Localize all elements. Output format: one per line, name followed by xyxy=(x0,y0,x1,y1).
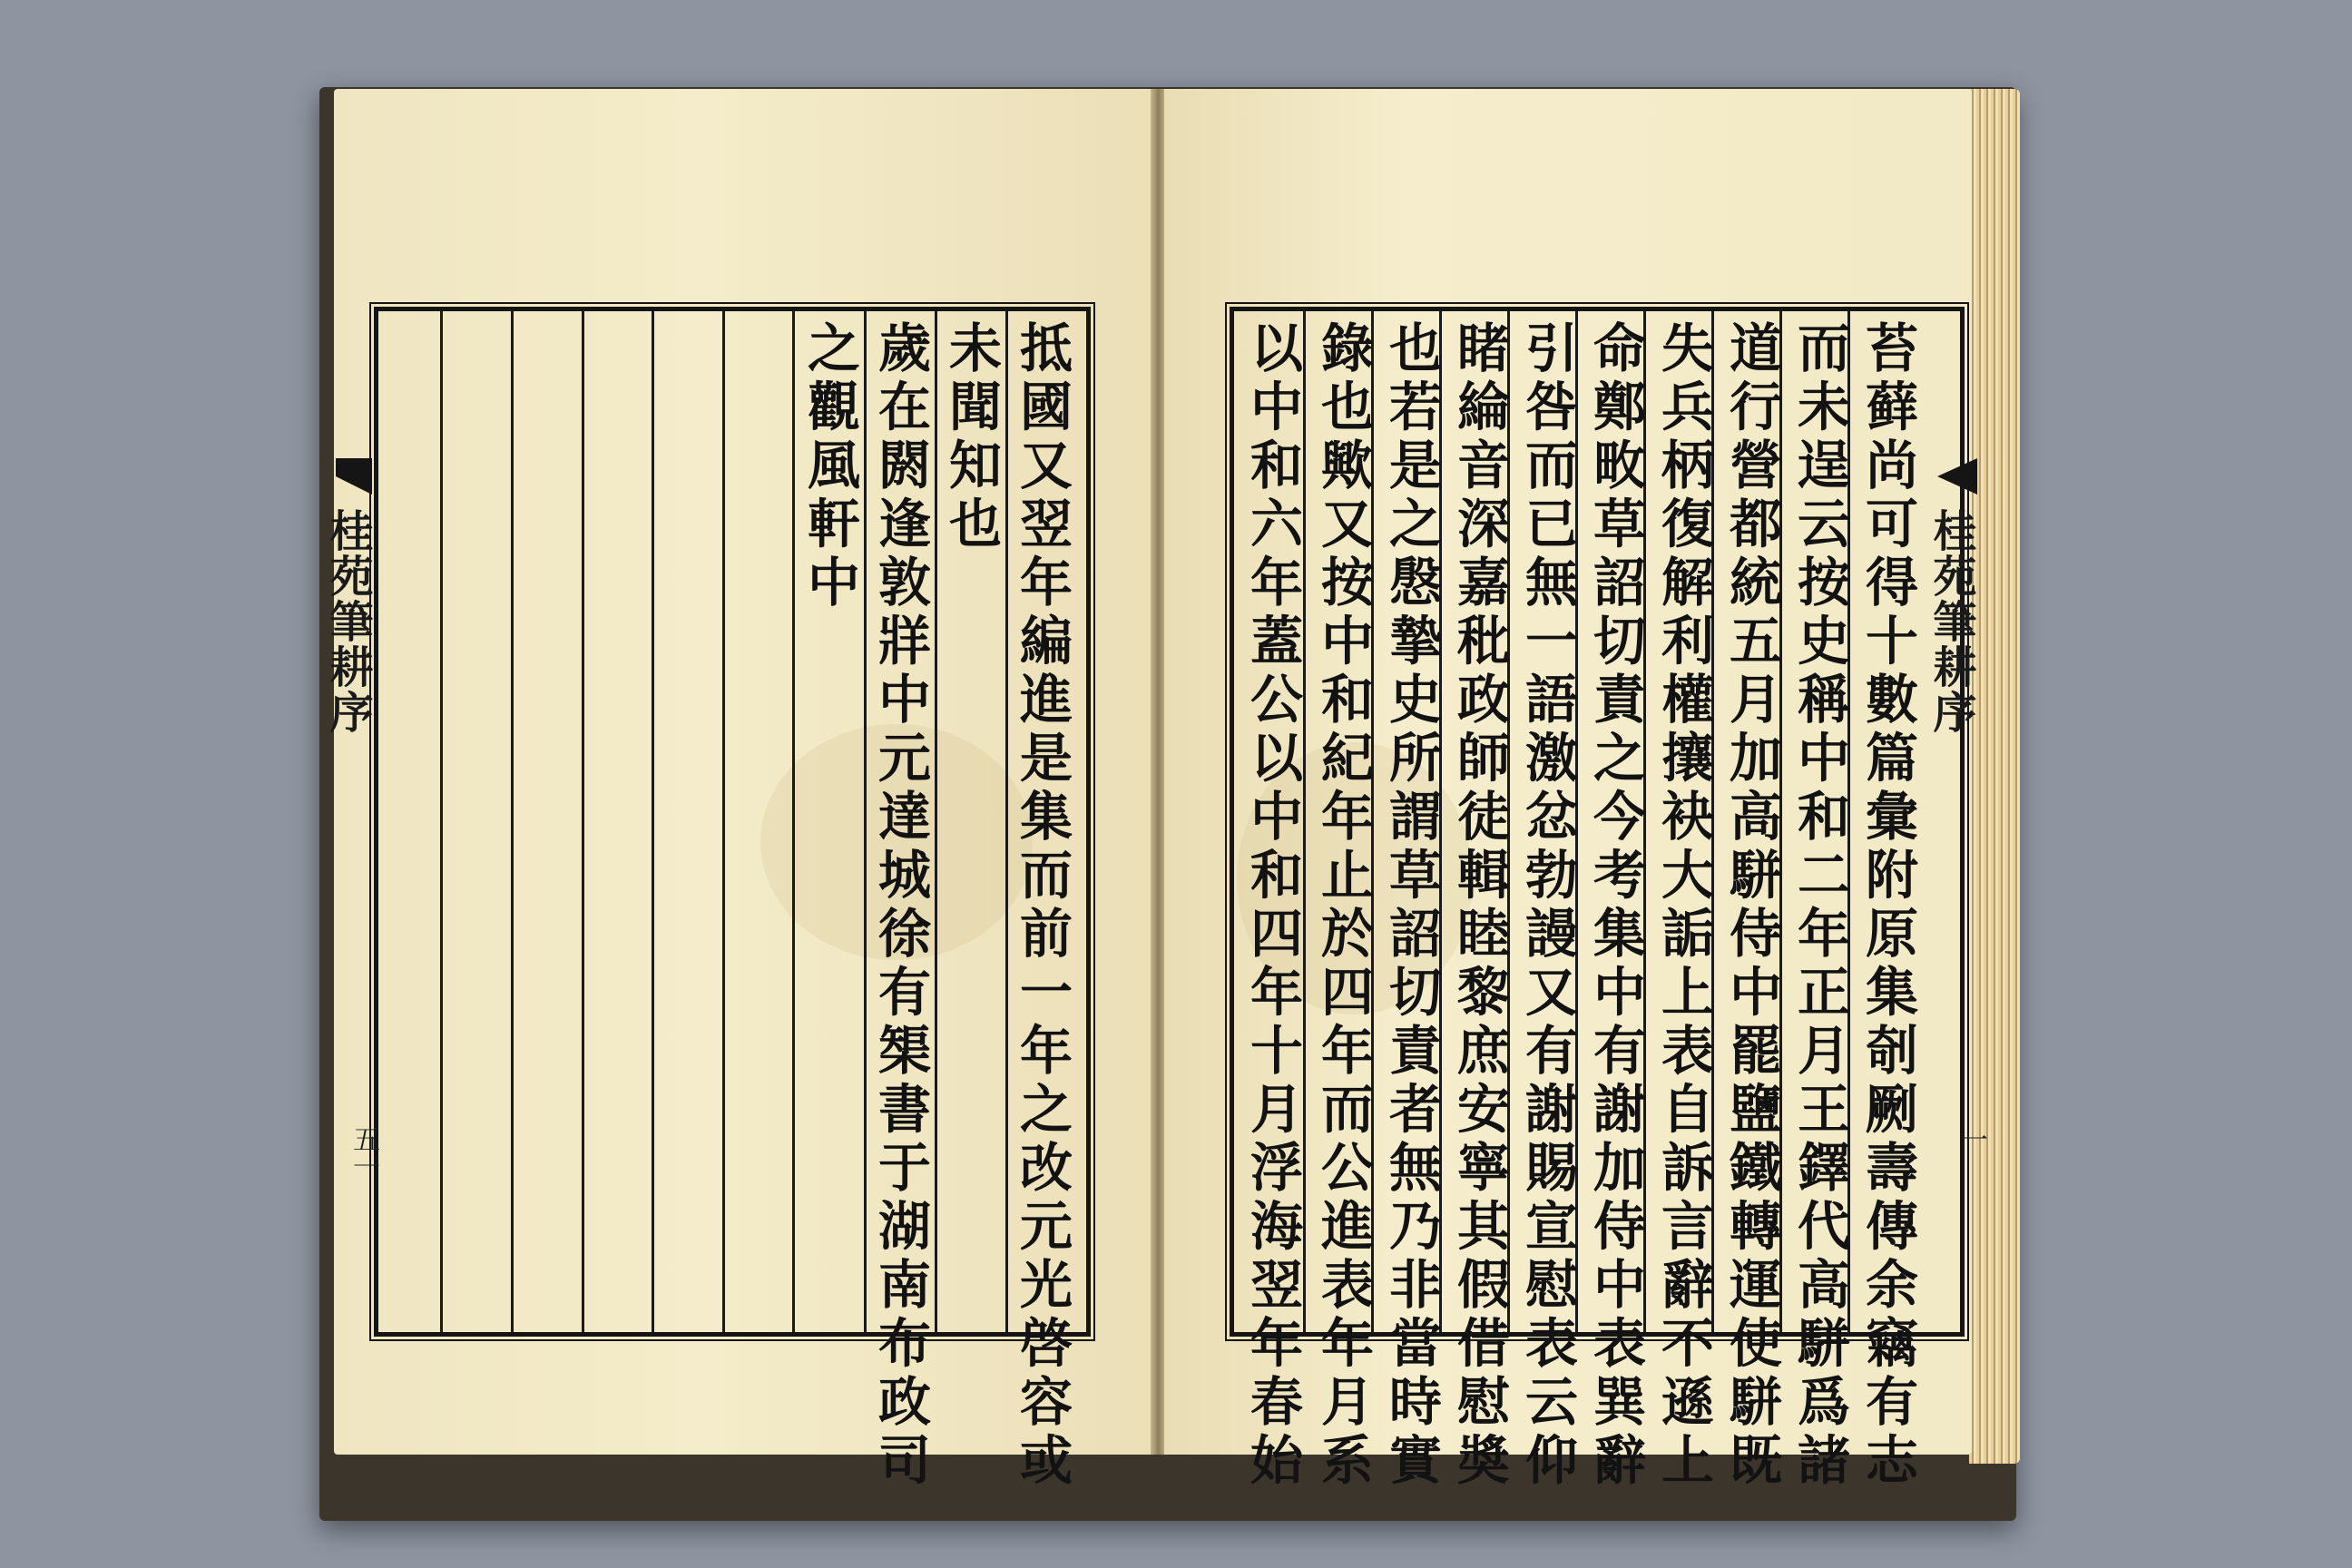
side-title: 桂苑筆耕序 xyxy=(322,508,373,735)
page-number: 五一 xyxy=(348,1125,379,1180)
column-rule xyxy=(935,311,937,1332)
text-column: 失兵柄復解利權攘袂大詬上表自訴言辭不遜上 xyxy=(1652,320,1714,1491)
text-column: 而未逞云按史稱中和二年正月王鐸代高駢爲諸 xyxy=(1788,320,1850,1491)
column-rule xyxy=(722,311,725,1332)
text-column: 之觀風軒中 xyxy=(799,320,860,613)
text-column: 未聞知也 xyxy=(940,320,1002,554)
column-rule xyxy=(582,311,584,1332)
text-column: 歲在閼逢敦牂中元達城徐有榘書于湖南布政司 xyxy=(869,320,931,1491)
page-number: 一 xyxy=(1955,1125,1987,1152)
column-rule xyxy=(864,311,867,1332)
text-column: 以中和六年蓋公以中和四年十月浮海翌年春始 xyxy=(1241,320,1303,1491)
text-column: 睹綸音深嘉秕政師徒輯睦黎庶安寧其假借慰奬 xyxy=(1448,320,1510,1491)
column-rule xyxy=(792,311,795,1332)
text-column: 苔藓尚可得十數篇彙附原集剞劂壽傳余竊有志 xyxy=(1857,320,1918,1491)
text-column: 錄也歟又按中和紀年止於四年而公進表年月系 xyxy=(1312,320,1374,1491)
page-edges xyxy=(1969,89,2020,1464)
column-rule xyxy=(652,311,654,1332)
column-rule xyxy=(440,311,443,1332)
text-column: 也若是之慇摯史所謂草詔切責者無乃非當時實 xyxy=(1380,320,1442,1491)
fishtail-mark xyxy=(336,458,372,504)
column-rule xyxy=(1005,311,1008,1332)
left-text-frame xyxy=(374,307,1091,1491)
column-rule xyxy=(1303,311,1306,1332)
side-title: 桂苑筆耕序 xyxy=(1926,508,1976,735)
column-rule xyxy=(511,311,514,1332)
right-text-frame xyxy=(1230,307,1965,1491)
text-column: 抵國又翌年編進是集而前一年之改元光啓容或 xyxy=(1011,320,1073,1491)
text-column: 引咎而已無一語激忿勃謾又有謝賜宣慰表云仰 xyxy=(1516,320,1578,1491)
text-column: 命鄭畋草詔切責之今考集中有謝加侍中表巽辭 xyxy=(1584,320,1646,1491)
fishtail-mark xyxy=(1937,458,1977,504)
text-column: 道行營都統五月加高駢侍中罷鹽鐵轉運使駢既 xyxy=(1720,320,1782,1491)
